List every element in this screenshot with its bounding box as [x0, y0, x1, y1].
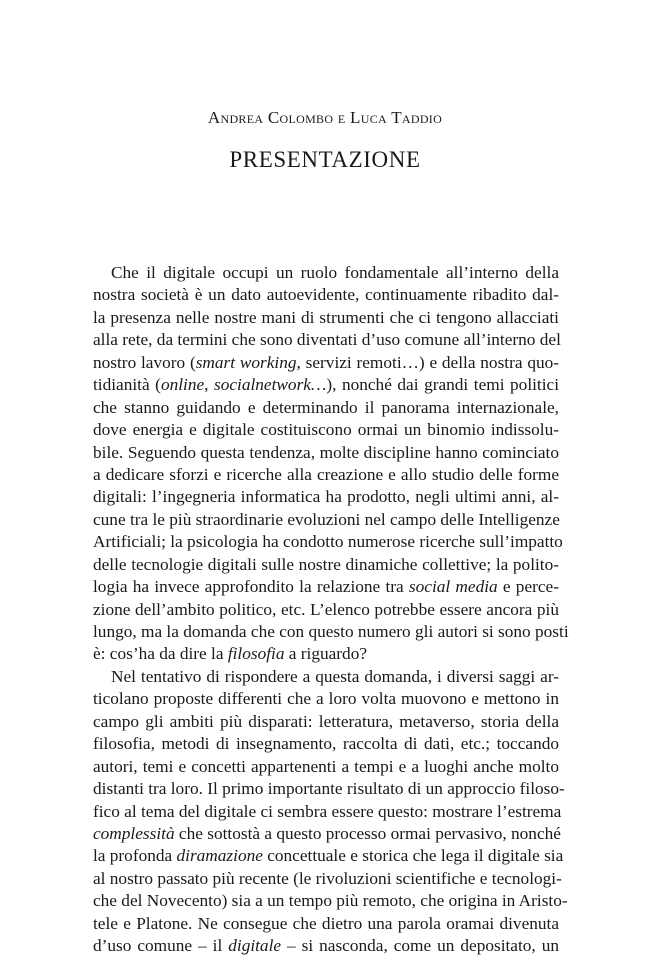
text-line	[93, 531, 563, 553]
text-line	[93, 868, 562, 890]
text-run: la presenza nelle nostre mani di strumenti che ci tengono allacciati	[93, 307, 559, 327]
text-line	[93, 778, 565, 800]
italic-term: complessità	[93, 823, 175, 843]
text-run: digitali: l’ingegneria informatica ha prodotto, negli ultimi anni, al-	[93, 487, 559, 507]
text-run: ticolano proposte differenti che a loro volta muovono e mettono in	[93, 689, 559, 709]
text-line	[93, 801, 562, 823]
text-run: – si nasconda, come un depositato, un	[281, 936, 559, 956]
text-run: a dedicare sforzi e ricerche alla creazione e allo studio delle forme	[93, 464, 559, 484]
text-line	[93, 486, 559, 508]
text-run: , servizi remoti…) e della nostra quo-	[296, 352, 560, 372]
italic-term: smart working	[195, 352, 297, 372]
text-line	[93, 419, 559, 441]
italic-term: socialnetwork…	[214, 375, 327, 395]
page-title: PRESENTAZIONE	[229, 147, 421, 172]
italic-term: digitale	[228, 936, 282, 956]
text-run: distanti tra loro. Il primo importante risultato di un approccio filoso-	[93, 779, 565, 799]
text-line	[93, 262, 559, 284]
text-line	[93, 284, 559, 306]
italic-term: filosofia	[227, 644, 285, 664]
text-line	[93, 621, 569, 643]
text-line	[93, 464, 559, 486]
text-run: filosofia, metodi di insegnamento, raccolta di dati, etc.; toccando	[93, 734, 559, 754]
text-line	[93, 845, 564, 867]
text-line	[93, 913, 559, 935]
text-run: concettuale e storica che lega il digitale sia	[262, 846, 564, 866]
text-run: bile. Seguendo questa tendenza, molte discipline hanno cominciato	[93, 442, 559, 462]
text-line	[93, 935, 559, 957]
text-line	[93, 890, 568, 912]
text-line	[93, 688, 559, 710]
text-run: d’uso comune – il	[93, 936, 229, 956]
italic-term: social media	[408, 577, 498, 597]
text-run: campo gli ambiti più disparati: letteratura, metaverso, storia della	[93, 711, 559, 731]
text-run: è: cos’ha da dire la	[93, 644, 228, 664]
text-line	[93, 554, 559, 576]
text-run: e perce-	[497, 577, 559, 597]
text-run: al nostro passato più recente (le rivoluzioni scientifiche e tecnologi-	[93, 868, 562, 888]
text-run: nostra società è un dato autoevidente, continuamente ribadito dal-	[93, 285, 559, 305]
text-line	[93, 711, 559, 733]
text-line	[93, 329, 559, 351]
text-line	[93, 352, 559, 374]
italic-term: diramazione	[176, 846, 263, 866]
text-line	[93, 397, 559, 419]
text-run: che stanno guidando e determinando il panorama internazionale,	[93, 397, 559, 417]
authors-heading: Andrea Colombo e Luca Taddio	[207, 108, 443, 127]
italic-term: online	[160, 375, 205, 395]
text-run: ,	[204, 375, 215, 395]
text-run: che sottostà a questo processo ormai pervasivo, nonché	[174, 823, 561, 843]
text-line	[93, 733, 559, 755]
text-run: alla rete, da termini che sono diventati d’uso comune all’interno del	[93, 330, 561, 350]
text-run: ), nonché dai grandi temi politici	[326, 375, 559, 395]
text-run: a riguardo?	[284, 644, 368, 664]
text-run: delle tecnologie digitali sulle nostre dinamiche collettive; la polito-	[93, 554, 559, 574]
text-run: lungo, ma la domanda che con questo numero gli autori si sono posti	[93, 622, 569, 641]
text-line	[93, 599, 559, 621]
text-run: che del Novecento) sia a un tempo più remoto, che origina in Aristo-	[93, 891, 568, 911]
text-run: tele e Platone. Ne consegue che dietro una parola oramai divenuta	[93, 913, 559, 933]
text-line	[93, 643, 559, 665]
text-run: zione dell’ambito politico, etc. L’elenco potrebbe essere ancora più	[93, 599, 559, 619]
text-line	[93, 823, 559, 845]
body-text	[93, 262, 569, 958]
text-line	[93, 509, 559, 531]
text-run: dove energia e digitale costituiscono ormai un binomio indissolu-	[93, 420, 559, 440]
text-line	[93, 442, 559, 464]
text-run: cune tra le più straordinarie evoluzioni nel campo delle Intelligenze	[93, 509, 560, 529]
text-run: Che il digitale occupi un ruolo fondamentale all’interno della	[111, 263, 559, 282]
text-run: la profonda	[93, 846, 177, 866]
text-line	[93, 374, 559, 396]
text-run: nostro lavoro (	[93, 352, 196, 372]
text-run: Nel tentativo di rispondere a questa domanda, i diversi saggi ar-	[111, 666, 559, 686]
text-line	[93, 756, 559, 778]
text-run: autori, temi e concetti appartenenti a tempi e a luoghi anche molto	[93, 756, 559, 776]
text-run: logia ha invece approfondito la relazione tra	[93, 577, 409, 597]
text-line	[93, 576, 559, 598]
text-line	[93, 307, 559, 329]
text-line	[93, 666, 559, 688]
text-run: Artificiali; la psicologia ha condotto numerose ricerche sull’impatto	[93, 532, 563, 552]
text-run: fico al tema del digitale ci sembra essere questo: mostrare l’estrema	[93, 801, 562, 821]
text-run: tidianità (	[93, 375, 161, 395]
